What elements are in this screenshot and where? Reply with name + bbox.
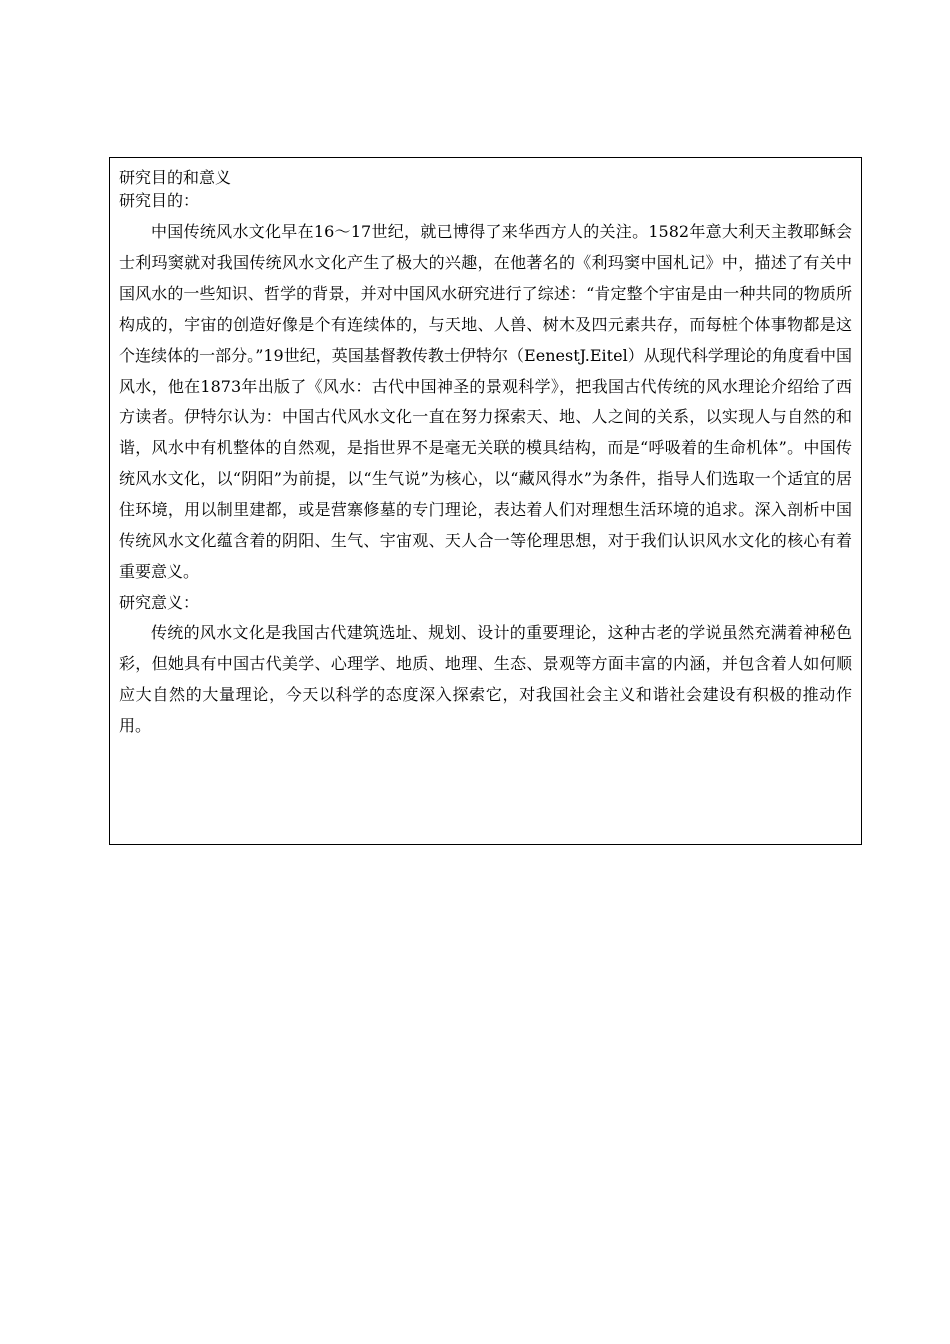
content-frame: [109, 157, 862, 845]
significance-paragraph: 传统的风水文化是我国古代建筑选址、规划、设计的重要理论，这种古老的学说虽然充满着神秘色彩，但她具有中国古代美学、心理学、地质、地理、生态、景观等方面丰富的内涵，并包含着人如何顺应大自然的大量理论，今天以科学的态度深入探索它，对我国社会主义和谐社会建设有积极的推动作用。: [119, 622, 852, 735]
purpose-paragraph: 中国传统风水文化早在16～17世纪，就已博得了来华西方人的关注。1582年意大利天主教耶稣会士利玛窦就对我国传统风水文化产生了极大的兴趣，在他著名的《利玛窦中国札记》中，描述了有关中国风水的一些知识、哲学的背景，并对中国风水研究进行了综述：“肯定整个宇宙是由一种共同的物质所构成的，宇宙的创造好像是个有连续体的，与天地、人兽、树木及四元素共存，而每桩个体事物都是这个连续体的一部分。”19世纪，英国基督教传教士伊特尔（EenestJ.Eitel）从现代科学理论的角度看中国风水，他在1873年出版了《风水：古代中国神圣的景观科学》，把我国古代传统的风水理论介绍给了西方读者。伊特尔认为：中国古代风水文化一直在努力探索天、地、人之间的关系，以实现人与自然的和谐，风水中有机整体的自然观，是指世界不是毫无关联的模具结构，而是“呼吸着的生命机体”。中国传统风水文化，以“阴阳”为前提，以“生气说”为核心，以“藏风得水”为条件，指导人们选取一个适宜的居住环境，用以制里建都，或是营寨修墓的专门理论，表达着人们对理想生活环境的追求。深入剖析中国传统风水文化蕴含着的阴阳、生气、宇宙观、天人合一等伦理思想，对于我们认识风水文化的核心有着重要意义。: [119, 222, 852, 581]
significance-label: 研究意义：: [119, 592, 200, 612]
section-title: 研究目的和意义: [119, 168, 232, 187]
purpose-label: 研究目的：: [119, 191, 200, 210]
